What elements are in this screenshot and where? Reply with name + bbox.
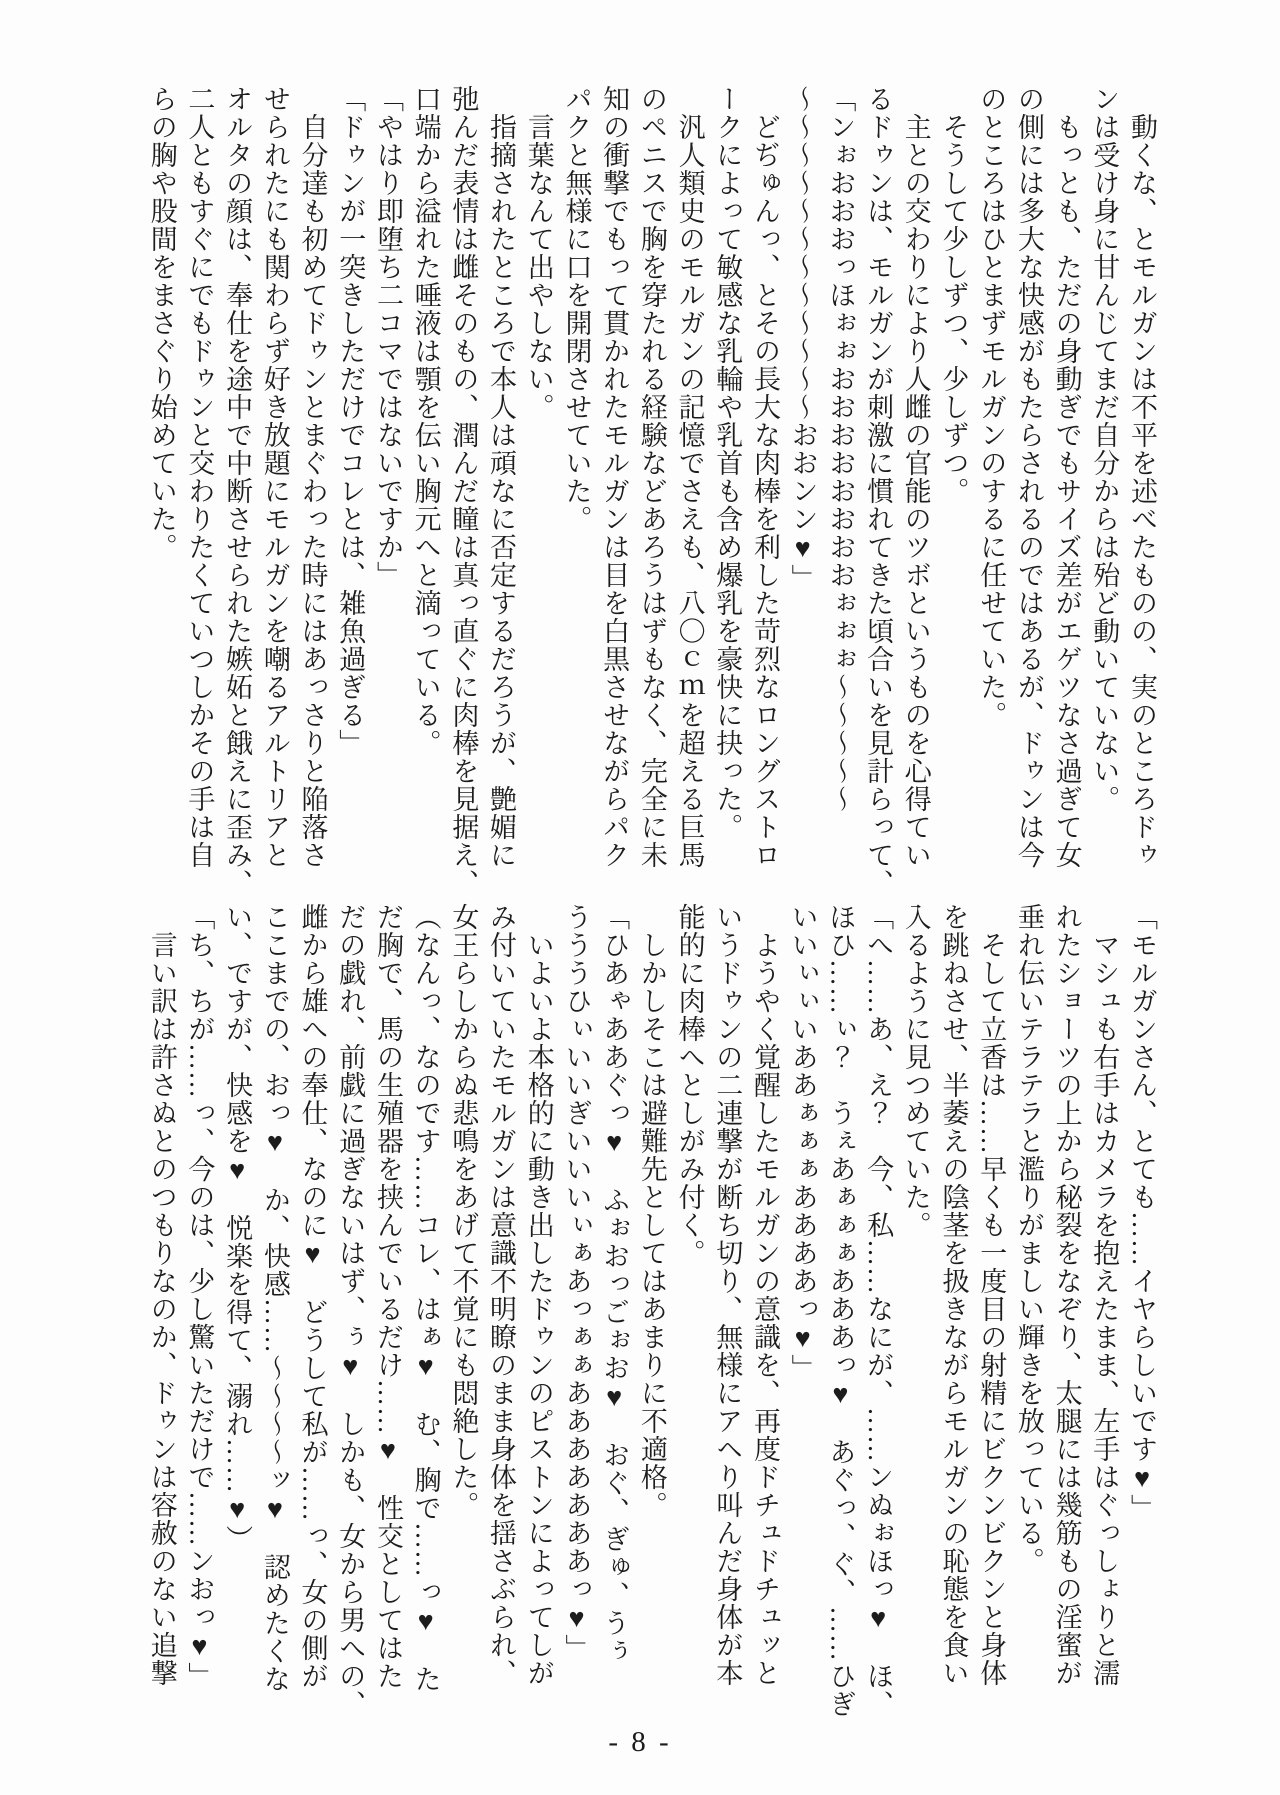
text-line: の側には多大な快感がもたらされるのではあるが、ドゥンは今 (1013, 85, 1044, 869)
text-block-bottom (142, 903, 1160, 1718)
text-line: 指摘されたところで本人は頑なに否定するだろうが、艶媚に (486, 85, 517, 869)
text-line: だ胸で、馬の生殖器を挟んでいるだけ……♥ 性交としてはた (372, 903, 403, 1690)
text-line: 「ンぉおおおっほぉぉおおおおおおおおぉぉぉ〜〜〜〜〜 (825, 85, 856, 813)
text-line: 雌から雄への奉仕、なのに♥ どうして私が……っ、女の側が (297, 903, 328, 1690)
text-line: らの胸や股間をまさぐり始めていた。 (146, 85, 177, 561)
text-line: のところはひとまずモルガンのするに任せていた。 (976, 85, 1007, 729)
text-line: 「ち、ちが……っ、今のは、少し驚いただけで……ンおっ♥」 (184, 903, 215, 1690)
text-line: 動くな、とモルガンは不平を述べたものの、実のところドゥ (1127, 85, 1157, 869)
text-line: （なんっ、なのです……コレ、はぁ♥ む、胸で……っ♥ た (410, 903, 441, 1693)
text-line: ようやく覚醒したモルガンの意識を、再度ドチュドチュッと (749, 903, 780, 1687)
text-line: そうして少しずつ、少しずつ。 (938, 85, 969, 505)
text-line: うううひぃいいぎいいいぃぁあっぁぁあああああああっ♥」 (561, 903, 592, 1662)
text-line: せられたにも関わらず好き放題にモルガンを嘲るアルトリアと (259, 85, 290, 869)
text-line: のペニスで胸を穿たれる経験などあろうはずもなく、完全に未 (636, 85, 667, 869)
text-line: オルタの顔は、奉仕を途中で中断させられた嫉妬と餓えに歪み、 (222, 85, 253, 897)
text-line: 「ひあゃああぐっ♥ ふぉおっごぉお♥ おぐ、ぎゅ、うぅ (599, 903, 630, 1665)
text-line: いよいよ本格的に動き出したドゥンのピストンによってしが (523, 903, 554, 1687)
text-line: もっとも、ただの身動ぎでもサイズ差がエゲツなさ過ぎて女 (1051, 85, 1082, 869)
text-line: 女王らしからぬ悲鳴をあげて不覚にも悶絶した。 (448, 903, 479, 1519)
text-line: 「やはり即堕ち二コマではないですか」 (372, 85, 403, 589)
text-line: 二人ともすぐにでもドゥンと交わりたくていつしかその手は自 (184, 85, 215, 869)
text-line: マシュも右手はカメラを抱えたまま、左手はぐっしょりと濡 (1089, 903, 1120, 1687)
text-line: 入るように見つめていた。 (900, 903, 931, 1239)
text-line: ほひ……ぃ？ うぇあぁぁぁあああっ♥ あぐっ、ぐ、……ひぎ (825, 903, 856, 1718)
text-line: ここまでの、おっ♥ か、快感……〜〜〜〜ッ♥ 認めたくな (259, 903, 290, 1693)
text-line: 「ドゥンが一突きしただけでコレとは、雑魚過ぎる」 (335, 85, 366, 757)
text-line: しかしそこは避難先としてはあまりに不適格。 (636, 903, 667, 1519)
text-line: れたショーツの上から秘裂をなぞり、太腿には幾筋もの淫蜜が (1051, 903, 1082, 1687)
text-line: だの戯れ、前戯に過ぎないはず、ぅ♥ しかも、女から男への、 (335, 903, 366, 1718)
text-line: パクと無様に口を開閉させていた。 (561, 85, 592, 533)
text-line: ークによって敏感な乳輪や乳首も含め爆乳を豪快に抉った。 (712, 85, 743, 841)
text-line: ンは受け身に甘んじてまだ自分からは殆ど動いていない。 (1089, 85, 1120, 813)
text-line: 自分達も初めてドゥンとまぐわった時にはあっさりと陥落さ (297, 85, 328, 869)
text-line: 「モルガンさん、とても……イヤらしいです♥」 (1127, 903, 1157, 1522)
text-line: 口端から溢れた唾液は顎を伝い胸元へと滴っている。 (410, 85, 441, 757)
text-line: 言葉なんて出やしない。 (523, 85, 554, 421)
page-number: - 8 - (608, 1726, 672, 1758)
text-line: 垂れ伝いテラテラと濫りがましい輝きを放っている。 (1013, 903, 1044, 1575)
text-block-top (142, 85, 1160, 897)
text-line: るドゥンは、モルガンが刺激に慣れてきた頃合いを見計らって、 (863, 85, 894, 897)
text-line: を跳ねさせ、半萎えの陰茎を扱きながらモルガンの恥態を食い (938, 903, 969, 1687)
text-line: いいぃぃいああぁぁぁああああっ♥」 (787, 903, 818, 1382)
text-line: 能的に肉棒へとしがみ付く。 (674, 903, 705, 1267)
text-line: そして立香は……早くも一度目の射精にビクンビクンと身体 (976, 903, 1007, 1687)
text-line: 〜〜〜〜〜〜〜〜〜〜〜〜おおンン♥」 (787, 85, 818, 592)
text-line: い、ですが、快感を♥ 悦楽を得て、溺れ……♥） (222, 903, 253, 1553)
text-line: 弛んだ表情は雌そのもの、潤んだ瞳は真っ直ぐに肉棒を見据え、 (448, 85, 479, 897)
text-line: 主との交わりにより人雌の官能のツボというものを心得てい (900, 85, 931, 869)
text-line: いうドゥンの二連撃が断ち切り、無様にアヘり叫んだ身体が本 (712, 903, 743, 1687)
text-line: み付いていたモルガンは意識不明瞭のまま身体を揺さぶられ、 (486, 903, 517, 1687)
text-line: 汎人類史のモルガンの記憶でさえも、八〇ｃｍを超える巨馬 (674, 85, 705, 869)
text-line: 言い訳は許さぬとのつもりなのか、ドゥンは容赦のない追撃 (146, 903, 177, 1687)
text-line: 「へ……あ、え？ 今、私……なにが、……ンぬぉほっ♥ ほ、 (863, 903, 894, 1718)
text-line: 知の衝撃でもって貫かれたモルガンは目を白黒させながらパク (599, 85, 630, 869)
text-line: どぢゅんっ、とその長大な肉棒を利した苛烈なロングストロ (749, 85, 780, 869)
